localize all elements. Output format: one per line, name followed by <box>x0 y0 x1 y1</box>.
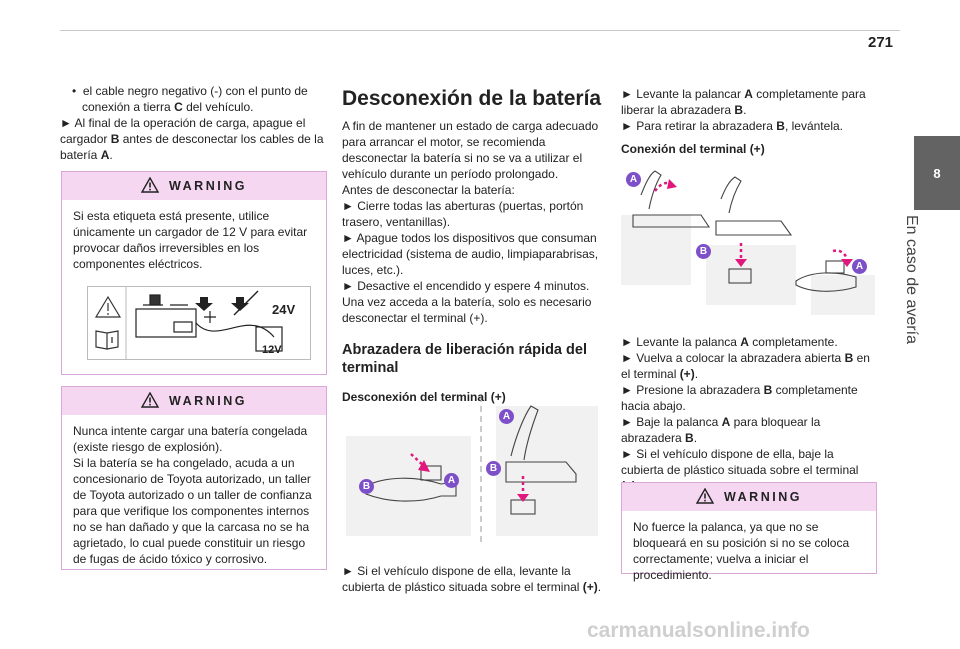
callout-b: B <box>359 476 374 494</box>
subheading: Abrazadera de liberación rápida del terminal <box>342 342 587 376</box>
chapter-tab[interactable]: 8 <box>914 136 960 210</box>
callout-a: A <box>626 169 641 187</box>
warning-header <box>622 483 876 511</box>
manual-book-icon <box>96 331 118 349</box>
caution-icon <box>96 297 120 317</box>
bullet-paragraph: • el cable negro negativo (-) con el punto de conexión a tierra C del vehículo. <box>72 84 308 114</box>
column-3 <box>621 86 877 157</box>
label-12v: 12V <box>262 344 282 356</box>
warning-triangle-icon <box>141 177 159 196</box>
warning-triangle-icon <box>141 392 159 411</box>
disconnect-heading: Desconexión del terminal (+) <box>342 390 506 404</box>
warning-header <box>62 172 326 200</box>
warning-text: Si esta etiqueta está presente, utilice únicamente un cargador de 12 V para evitar provocar daños irreversibles en los componentes eléctricos. <box>73 209 308 271</box>
warning-text: No fuerce la palanca, ya que no se bloqueará en su posición si no se coloca correctamente; vuelva a iniciar el procedimiento. <box>633 520 850 582</box>
header-rule <box>60 30 900 31</box>
warning-box-2 <box>61 386 327 570</box>
connect-heading: Conexión del terminal (+) <box>621 142 765 156</box>
paragraph: ► Levante la palancar A completamente para liberar la abrazadera B. ► Para retirar la abrazadera B, levántela. <box>621 87 866 133</box>
warning-box-3 <box>621 482 877 582</box>
section-heading: Desconexión de la batería <box>342 87 602 110</box>
chapter-title: En caso de avería <box>903 215 920 344</box>
intro-text: A fin de mantener un estado de carga adecuado para arrancar el motor, se recomienda desconectar la batería si no se va a utilizar el vehículo durante un período prolongado. Antes de desconectar la batería: ► Cierre todas las aberturas (puertas, portón trasero, ventanillas). ► Apague todos los dispositivos que consuman electricidad (sistema de audio, limpiaparabrisas, luces, etc.). ► Desactive el encendido y espere 4 minutos. Una vez acceda a la batería, solo es necesario desconectar el terminal (+). <box>342 119 599 325</box>
disconnect-figure <box>346 396 598 548</box>
warning-title: WARNING <box>169 394 247 408</box>
warning-title: WARNING <box>169 179 247 193</box>
callout-a: A <box>499 406 514 424</box>
label-illustration <box>87 286 311 360</box>
figure-caption: ► Si el vehículo dispone de ella, levante la cubierta de plástico situada sobre el terminal (+). <box>342 564 602 594</box>
callout-a: A <box>852 256 867 274</box>
column-2 <box>342 86 604 405</box>
page-number: 271 <box>868 34 894 51</box>
column-1 <box>60 83 326 163</box>
connect-figure <box>621 165 875 315</box>
warning-title: WARNING <box>724 490 802 504</box>
watermark: carmanualsonline.info <box>587 619 810 642</box>
callout-b: B <box>696 241 711 259</box>
warning-header <box>62 387 326 415</box>
warning-triangle-icon <box>696 488 714 507</box>
warning-text: Nunca intente cargar una batería congelada (existe riesgo de explosión). Si la batería se ha congelado, acuda a un concesionario de Toyota autorizado, un taller de Toyota autorizado o un taller de confianza para que verifique los componentes internos no se han dañado y que la carcasa no se ha agrietado, lo cual puede constituir un riesgo de fugas de ácido tóxico y corrosivo. <box>73 424 312 566</box>
callout-b: B <box>486 458 501 476</box>
label-24v: 24V <box>272 302 296 317</box>
paragraph: ► Al final de la operación de carga, apague el cargador B antes de desconectar los cables de la batería A. <box>60 116 324 162</box>
steps: ► Levante la palanca A completamente. ► Vuelva a colocar la abrazadera abierta B en el terminal (+). ► Presione la abrazadera B completamente hacia abajo. ► Baje la palanca A para bloquear la abrazadera B. ► Si el vehículo dispone de ella, baje la cubierta de plástico situada sobre el terminal <box>621 335 870 477</box>
callout-a: A <box>444 470 459 488</box>
warning-box-1 <box>61 171 327 375</box>
